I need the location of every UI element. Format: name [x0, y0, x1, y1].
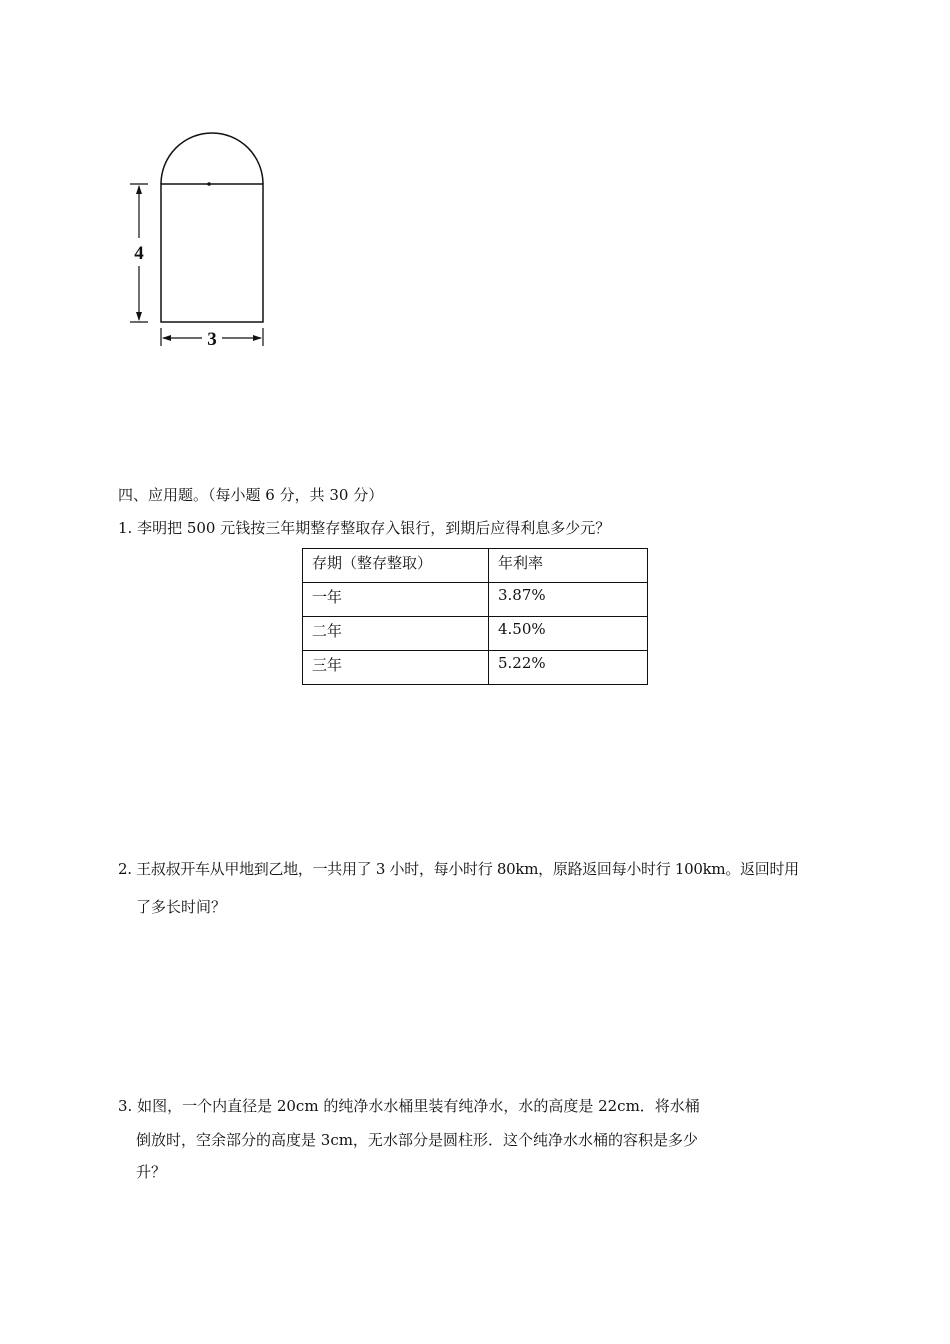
question-1-text: 1. 李明把 500 元钱按三年期整存整取存入银行，到期后应得利息多少元？ [118, 519, 611, 537]
rectangle-shape [161, 184, 263, 322]
question-3-text-line-3: 升？ [136, 1163, 167, 1181]
height-label: 4 [134, 243, 144, 264]
table-cell-rate: 5.22% [489, 651, 648, 685]
table-cell-term: 二年 [303, 617, 489, 651]
geometry-figure [120, 120, 280, 360]
table-header-rate: 年利率 [489, 549, 648, 583]
question-2-text-line-1: 2. 王叔叔开车从甲地到乙地，一共用了 3 小时，每小时行 80km，原路返回每小时行 100km。返回时用 [118, 860, 799, 878]
question-3-text-line-2: 倒放时，空余部分的高度是 3cm，无水部分是圆柱形．这个纯净水水桶的容积是多少 [136, 1131, 698, 1149]
table-header-row [303, 549, 648, 583]
width-label: 3 [207, 329, 217, 350]
height-arrow-down [136, 312, 142, 321]
question-2-text-line-2: 了多长时间？ [136, 898, 227, 916]
table-row [303, 583, 648, 617]
section-title: 四、应用题。（每小题 6 分，共 30 分） [118, 486, 384, 504]
width-arrow-right [253, 335, 262, 341]
table-row [303, 651, 648, 685]
table-cell-rate: 4.50% [489, 617, 648, 651]
semicircle-arc [161, 133, 263, 184]
table-header-term: 存期（整存整取） [303, 549, 489, 583]
height-arrow-up [136, 185, 142, 194]
question-3-text-line-1: 3. 如图，一个内直径是 20cm 的纯净水水桶里装有纯净水，水的高度是 22cm．将水桶 [118, 1097, 700, 1115]
interest-rate-table [302, 548, 648, 685]
table-cell-term: 一年 [303, 583, 489, 617]
table-cell-term: 三年 [303, 651, 489, 685]
center-dot [207, 182, 211, 186]
table-row [303, 617, 648, 651]
width-arrow-left [162, 335, 171, 341]
table-cell-rate: 3.87% [489, 583, 648, 617]
